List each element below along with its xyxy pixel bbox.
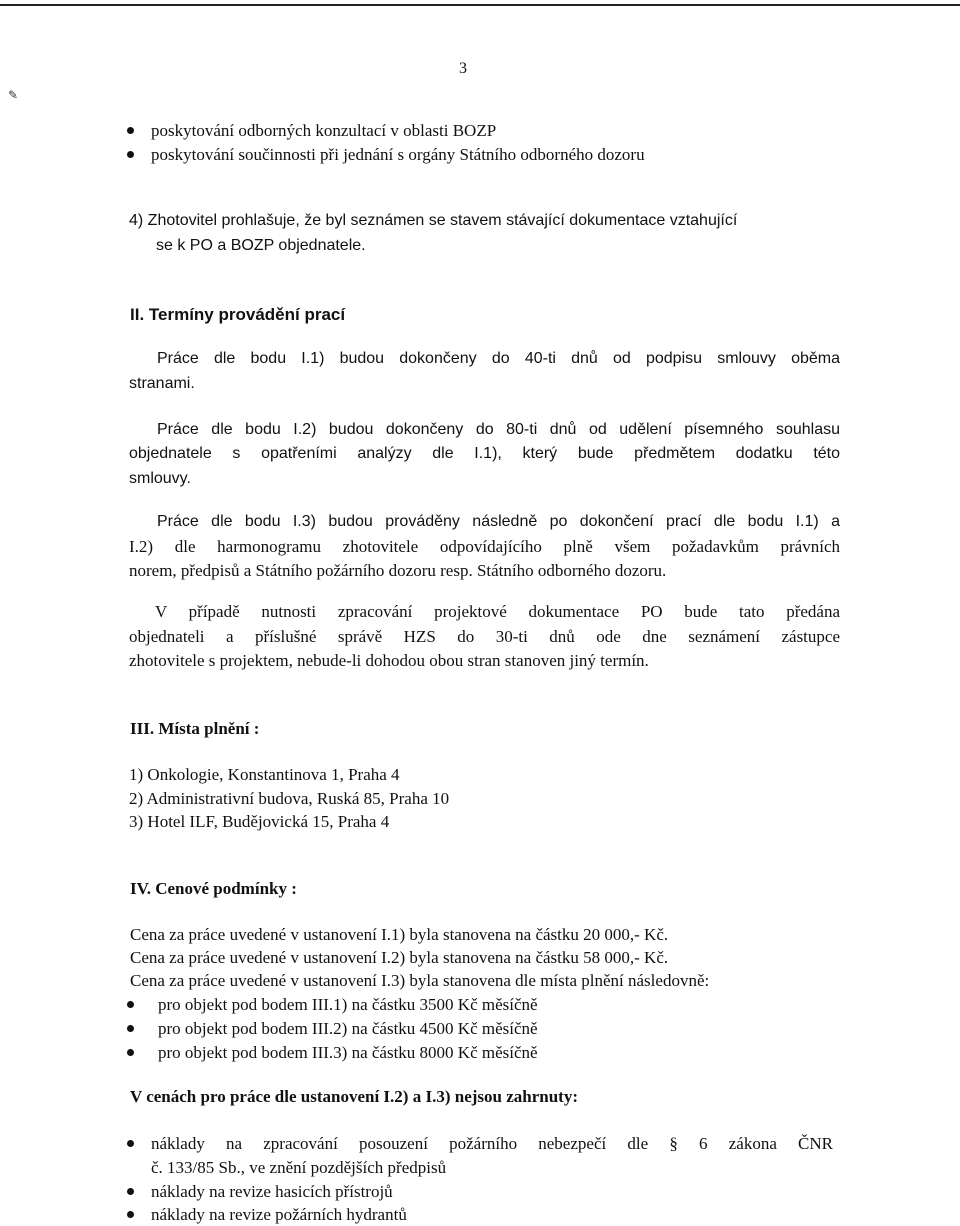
list-item bbox=[127, 1019, 538, 1039]
corner-mark: ✎ bbox=[8, 88, 19, 102]
list-item-text: náklady na revize hasicích přístrojů bbox=[151, 1182, 393, 1201]
bullet-icon bbox=[127, 1049, 134, 1056]
list-item-text: poskytování odborných konzultací v oblasti BOZP bbox=[151, 121, 497, 140]
list-item-text: pro objekt pod bodem III.2) na částku 4500 Kč měsíčně bbox=[158, 1019, 538, 1038]
list-item: 1) Onkologie, Konstantinova 1, Praha 4 bbox=[129, 765, 400, 784]
bullet-icon bbox=[127, 1001, 134, 1008]
point4-line: se k PO a BOZP objednatele. bbox=[156, 237, 366, 254]
page-number: 3 bbox=[459, 60, 467, 77]
bullet-icon bbox=[127, 127, 134, 134]
paragraph-line: stranami. bbox=[129, 375, 195, 392]
list-item-text: pro objekt pod bodem III.3) na částku 8000 Kč měsíčně bbox=[158, 1043, 538, 1062]
paragraph-line: norem, předpisů a Státního požárního dozoru resp. Státního odborného dozoru. bbox=[129, 561, 667, 580]
bullet-icon bbox=[127, 1211, 134, 1218]
list-item bbox=[127, 1043, 538, 1063]
paragraph-line: Práce dle bodu I.2) budou dokončeny do 80-ti dnů od udělení písemného souhlasu bbox=[157, 421, 840, 438]
bullet-icon bbox=[127, 1188, 134, 1195]
paragraph-line: objednatele s opatřeními analýzy dle I.1), který bude předmětem dodatku této bbox=[129, 445, 840, 462]
list-item bbox=[127, 1134, 840, 1154]
list-item bbox=[127, 995, 538, 1015]
top-rule bbox=[0, 4, 960, 6]
section-heading: II. Termíny provádění prací bbox=[130, 305, 346, 324]
list-item-text: pro objekt pod bodem III.1) na částku 3500 Kč měsíčně bbox=[158, 995, 538, 1014]
section-heading: III. Místa plnění : bbox=[130, 719, 260, 738]
price-line: Cena za práce uvedené v ustanovení I.2) byla stanovena na částku 58 000,- Kč. bbox=[130, 948, 669, 967]
paragraph-line: zhotovitele s projektem, nebude-li dohodou obou stran stanoven jiný termín. bbox=[129, 651, 649, 670]
paragraph-line: I.2) dle harmonogramu zhotovitele odpovídajícího plně všem požadavkům právních bbox=[129, 537, 840, 556]
list-item-text: poskytování součinnosti při jednání s orgány Státního odborného dozoru bbox=[151, 145, 645, 164]
section-heading: IV. Cenové podmínky : bbox=[130, 879, 297, 898]
list-item bbox=[127, 1205, 407, 1225]
paragraph-line: objednateli a příslušné správě HZS do 30-ti dnů ode dne seznámení zástupce bbox=[129, 627, 840, 646]
bullet-icon bbox=[127, 1140, 134, 1147]
list-item bbox=[127, 1182, 393, 1202]
paragraph-line: V případě nutnosti zpracování projektové dokumentace PO bude tato předána bbox=[155, 602, 840, 621]
paragraph-line: smlouvy. bbox=[129, 470, 191, 487]
point4-line: 4) Zhotovitel prohlašuje, že byl seznámen se stavem stávající dokumentace vztahující bbox=[129, 212, 738, 229]
list-item: 3) Hotel ILF, Budějovická 15, Praha 4 bbox=[129, 812, 390, 831]
price-line: Cena za práce uvedené v ustanovení I.1) byla stanovena na částku 20 000,- Kč. bbox=[130, 925, 669, 944]
list-item-text: náklady na zpracování posouzení požárního nebezpečí dle § 6 zákona ČNR bbox=[151, 1134, 833, 1153]
price-line: Cena za práce uvedené v ustanovení I.3) byla stanovena dle místa plnění následovně: bbox=[130, 971, 710, 990]
list-item: 2) Administrativní budova, Ruská 85, Praha 10 bbox=[129, 789, 450, 808]
paragraph-line: Práce dle bodu I.3) budou prováděny následně po dokončení prací dle bodu I.1) a bbox=[157, 513, 840, 530]
bullet-icon bbox=[127, 1025, 134, 1032]
bullet-icon bbox=[127, 151, 134, 158]
section-heading: V cenách pro práce dle ustanovení I.2) a I.3) nejsou zahrnuty: bbox=[130, 1087, 578, 1106]
paragraph-line: Práce dle bodu I.1) budou dokončeny do 40-ti dnů od podpisu smlouvy oběma bbox=[157, 350, 840, 367]
list-item bbox=[127, 145, 645, 165]
list-item-continuation: č. 133/85 Sb., ve znění pozdějších předpisů bbox=[151, 1158, 447, 1177]
list-item-text: náklady na revize požárních hydrantů bbox=[151, 1205, 407, 1224]
list-item bbox=[127, 121, 496, 141]
